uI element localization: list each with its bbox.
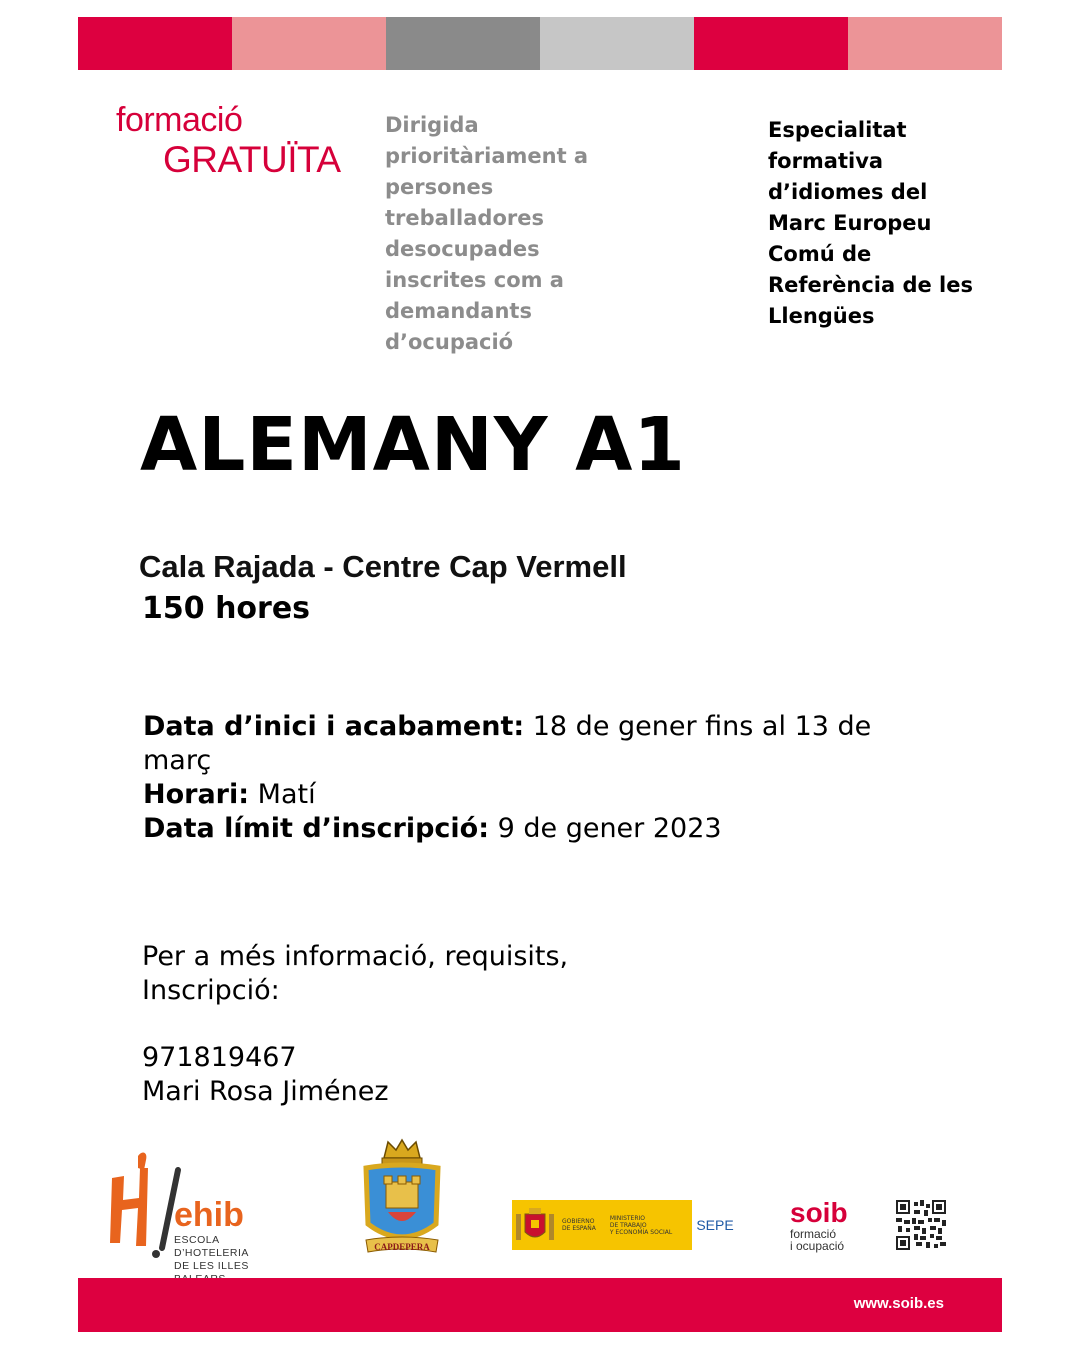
course-details bbox=[143, 710, 923, 846]
soib-logo bbox=[790, 1198, 848, 1252]
footer-url[interactable]: www.soib.es bbox=[853, 1295, 944, 1312]
dates-row bbox=[143, 710, 923, 778]
deadline-value: 9 de gener 2023 bbox=[489, 813, 722, 844]
specialty-line: d’idiomes del bbox=[768, 180, 928, 204]
top-bar-segment bbox=[848, 17, 1002, 70]
specialty-line: formativa bbox=[768, 149, 884, 173]
dates-label: Data d’inici i acabament: bbox=[143, 711, 525, 742]
specialty-line: Especialitat bbox=[768, 118, 907, 142]
qr-code-icon[interactable] bbox=[896, 1200, 946, 1250]
capdepera-coat-of-arms bbox=[360, 1138, 444, 1260]
soib-sub-1: formació bbox=[790, 1227, 837, 1241]
capdepera-label: CAPDEPERA bbox=[374, 1242, 430, 1252]
brand-line-2: GRATUÏTA bbox=[163, 139, 341, 180]
specialty-line: Llengües bbox=[768, 304, 875, 328]
contact-phone: 971819467 bbox=[142, 1042, 297, 1073]
ministry-text-3: Y ECONOMÍA SOCIAL bbox=[609, 1228, 673, 1236]
brand-line-1: formació bbox=[116, 101, 243, 139]
course-location: Cala Rajada - Centre Cap Vermell bbox=[139, 549, 627, 584]
specialty-line: Marc Europeu bbox=[768, 211, 932, 235]
sepe-wordmark: SEPE bbox=[696, 1217, 734, 1233]
gov-text bbox=[558, 1218, 596, 1232]
top-bar-segment bbox=[694, 17, 848, 70]
top-color-bar bbox=[78, 17, 1002, 70]
gov-text-1: GOBIERNO bbox=[562, 1218, 595, 1225]
ehib-logo bbox=[104, 1148, 289, 1272]
ehib-mark-icon bbox=[104, 1148, 184, 1260]
target-audience bbox=[385, 110, 645, 358]
target-line: persones bbox=[385, 175, 494, 199]
specialty-line: Comú de bbox=[768, 242, 872, 266]
schedule-value: Matí bbox=[249, 779, 316, 810]
contact-line-2: Inscripció: bbox=[142, 975, 280, 1006]
target-line: inscrites com a bbox=[385, 268, 564, 292]
contact-info bbox=[142, 940, 842, 1109]
ministry-text-1: MINISTERIO bbox=[609, 1214, 645, 1222]
dates-value: 18 de gener fins al 13 de març bbox=[143, 711, 872, 776]
contact-line-1: Per a més informació, requisits, bbox=[142, 941, 569, 972]
target-line: desocupades bbox=[385, 237, 540, 261]
specialty-line: Referència de les bbox=[768, 273, 973, 297]
ehib-subtitle-1: ESCOLA D’HOTELERIA bbox=[174, 1234, 249, 1259]
deadline-row bbox=[143, 812, 923, 846]
specialty-description bbox=[768, 115, 1028, 332]
spain-shield-icon bbox=[512, 1200, 558, 1250]
government-sepe-logo bbox=[512, 1200, 738, 1250]
ehib-subtitle-2: DE LES ILLES bbox=[174, 1260, 249, 1272]
soib-wordmark: soib bbox=[790, 1197, 848, 1228]
target-line: prioritàriament a bbox=[385, 144, 589, 168]
deadline-label: Data límit d’inscripció: bbox=[143, 813, 490, 844]
top-bar-segment bbox=[540, 17, 694, 70]
top-bar-segment bbox=[386, 17, 540, 70]
course-title: ALEMANY A1 bbox=[140, 402, 686, 488]
top-bar-segment bbox=[78, 17, 232, 70]
target-line: treballadores bbox=[385, 206, 544, 230]
target-line: Dirigida bbox=[385, 113, 479, 137]
gov-text-2: DE ESPAÑA bbox=[562, 1225, 596, 1232]
sepe-block bbox=[692, 1200, 738, 1250]
schedule-row bbox=[143, 778, 923, 812]
target-line: demandants bbox=[385, 299, 532, 323]
target-line: d’ocupació bbox=[385, 330, 514, 354]
footer-bar bbox=[78, 1278, 1002, 1332]
schedule-label: Horari: bbox=[143, 779, 250, 810]
soib-sub-2: i ocupació bbox=[790, 1239, 845, 1253]
contact-person: Mari Rosa Jiménez bbox=[142, 1076, 389, 1107]
course-hours: 150 hores bbox=[142, 591, 311, 626]
ehib-wordmark: ehib bbox=[174, 1196, 244, 1234]
top-bar-segment bbox=[232, 17, 386, 70]
ministry-text-2: DE TRABAJO bbox=[609, 1221, 647, 1229]
ministry-text bbox=[596, 1215, 672, 1236]
